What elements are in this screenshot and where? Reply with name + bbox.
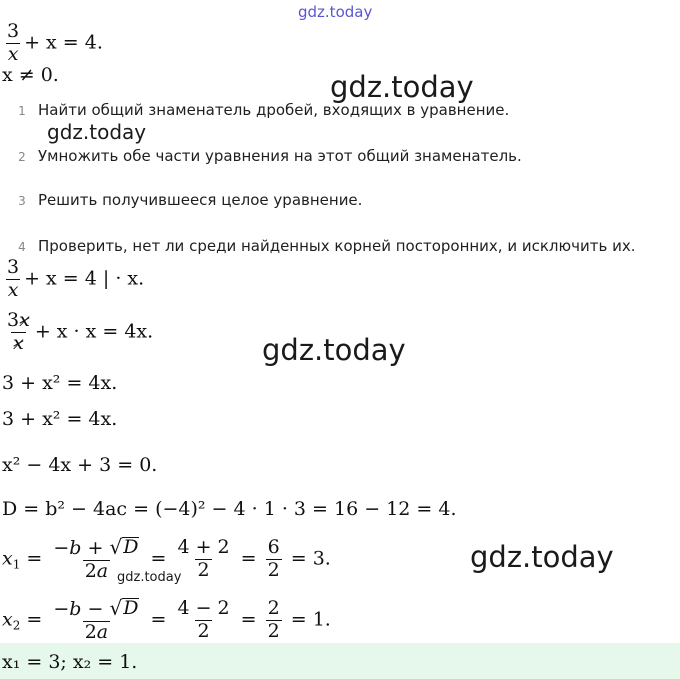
given-equation: $\frac{3}{x}$ + x = 4. (7, 20, 103, 65)
watermark: gdz.today (262, 333, 406, 367)
root-x1: $x_1$ = −b + √ D 2a = $\frac{4 + 2}{2}$ = $\frac{6}{2}$ = 3. (2, 535, 331, 582)
quadratic-equation: x² − 4x + 3 = 0. (2, 454, 158, 476)
watermark: gdz.today (47, 120, 147, 144)
step-item: 3 Решить получившееся целое уравнение. (18, 191, 363, 209)
solution-line-cancel: $\frac{3x}{x}$ + x · x = 4x. (7, 309, 154, 354)
watermark: gdz.today (117, 570, 182, 585)
watermark: gdz.today (470, 540, 614, 574)
discriminant-line: D = b² − 4ac = (−4)² − 4 · 1 · 3 = 16 − 12 = 4. (2, 498, 457, 520)
watermark: gdz.today (330, 70, 474, 104)
domain-condition: x ≠ 0. (2, 64, 59, 86)
solution-line: 3 + x² = 4x. (2, 408, 118, 430)
answer: x₁ = 3; x₂ = 1. (2, 651, 138, 673)
watermark: gdz.today (298, 3, 373, 21)
solution-line-multiply: $\frac{3}{x}$ + x = 4 | · x. (7, 256, 145, 301)
step-item: 2 Умножить обе части уравнения на этот общий знаменатель. (18, 147, 522, 165)
step-item: 4 Проверить, нет ли среди найденных корней посторонних, и исключить их. (18, 237, 636, 255)
root-x2: $x_2$ = −b − √ D 2a = $\frac{4 - 2}{2}$ = $\frac{2}{2}$ = 1. (2, 596, 331, 643)
step-item: 1 Найти общий знаменатель дробей, входящих в уравнение. (18, 101, 510, 119)
solution-line: 3 + x² = 4x. (2, 372, 118, 394)
